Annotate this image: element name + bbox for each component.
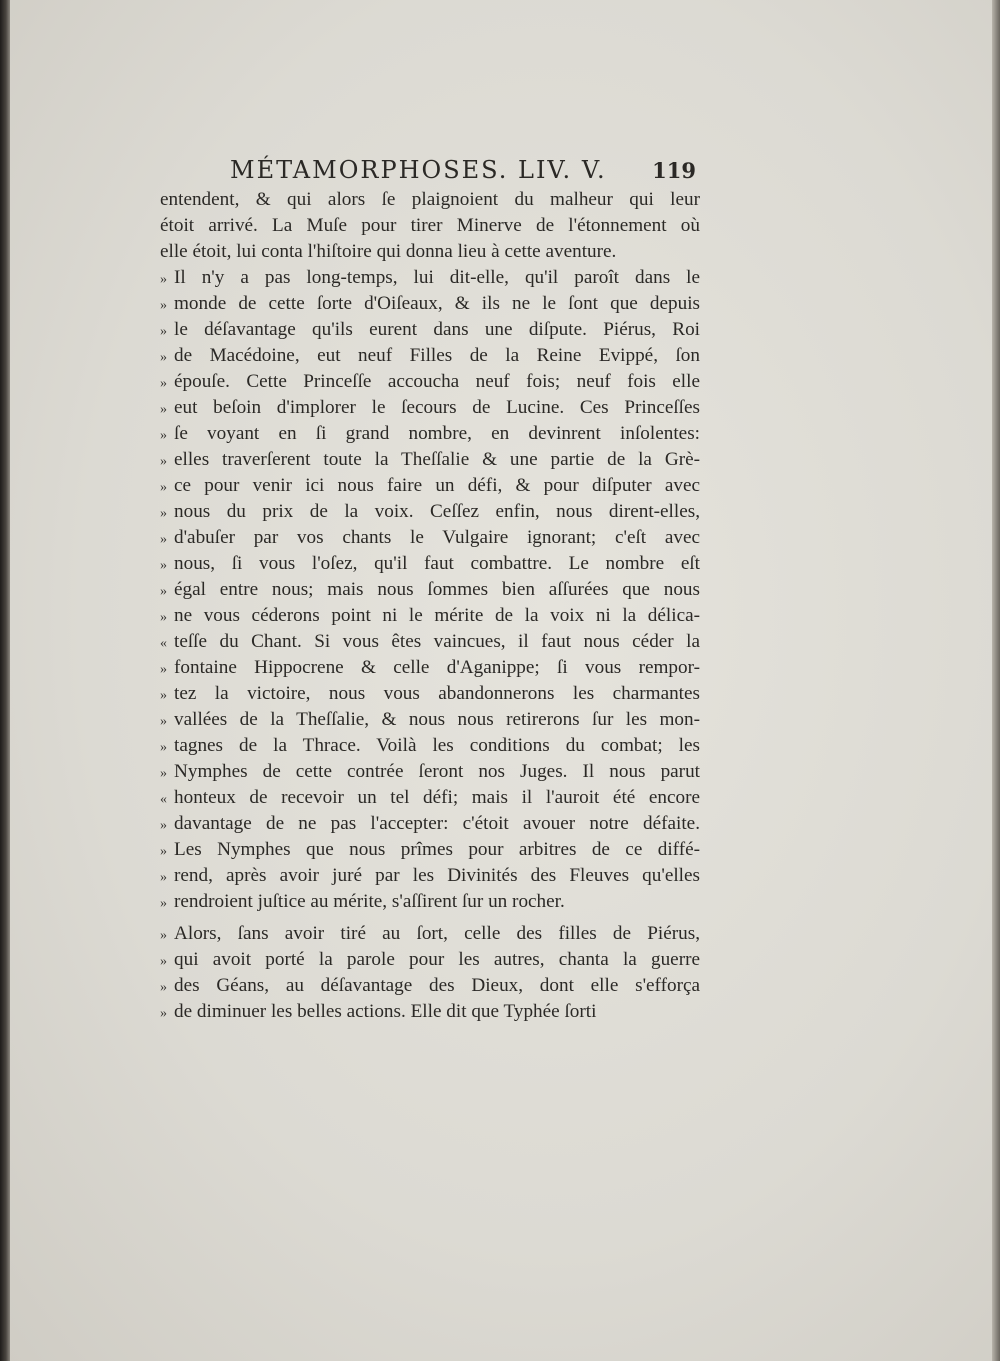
text-line <box>160 947 700 973</box>
line-text: rend, après avoir juré par les Divinités des Fleuves qu'elles <box>174 865 700 886</box>
text-line <box>160 863 700 889</box>
line-text: rendroient juſtice au mérite, s'aſſirent ſur un rocher. <box>174 891 565 912</box>
line-text: vallées de la Theſſalie, & nous nous retirerons ſur les mon- <box>174 709 700 730</box>
text-line <box>160 239 700 265</box>
quote-mark: » <box>160 662 167 677</box>
quote-mark: » <box>160 376 167 391</box>
text-line <box>160 395 700 421</box>
quote-mark: » <box>160 350 167 365</box>
line-text: de Macédoine, eut neuf Filles de la Reine Evippé, ſon <box>174 345 700 366</box>
line-text: épouſe. Cette Princeſſe accoucha neuf fois; neuf fois elle <box>174 371 700 392</box>
line-text: nous du prix de la voix. Ceſſez enfin, nous dirent-elles, <box>174 501 700 522</box>
text-line <box>160 921 700 947</box>
line-text: Il n'y a pas long-temps, lui dit-elle, qu'il paroît dans le <box>174 267 700 288</box>
text-line <box>160 213 700 239</box>
line-text: d'abuſer par vos chants le Vulgaire ignorant; c'eſt avec <box>174 527 700 548</box>
quote-mark: » <box>160 688 167 703</box>
quote-mark: » <box>160 272 167 287</box>
quote-mark: « <box>160 792 167 807</box>
text-line <box>160 369 700 395</box>
text-line <box>160 421 700 447</box>
text-line <box>160 473 700 499</box>
running-title: MÉTAMORPHOSES. LIV. V. <box>230 156 607 184</box>
text-line <box>160 785 700 811</box>
text-line <box>160 291 700 317</box>
text-line <box>160 317 700 343</box>
line-text: elle étoit, lui conta l'hiſtoire qui donna lieu à cette aventure. <box>160 241 617 262</box>
quote-mark: » <box>160 766 167 781</box>
line-text: ce pour venir ici nous faire un défi, & pour diſputer avec <box>174 475 700 496</box>
text-line <box>160 525 700 551</box>
text-line <box>160 577 700 603</box>
line-text: honteux de recevoir un tel défi; mais il l'auroit été encore <box>174 787 700 808</box>
line-text: nous, ſi vous l'oſez, qu'il faut combattre. Le nombre eſt <box>174 553 700 574</box>
line-text: de diminuer les belles actions. Elle dit que Typhée ſorti <box>174 1001 597 1022</box>
text-line <box>160 629 700 655</box>
text-line <box>160 187 700 213</box>
text-line <box>160 837 700 863</box>
line-text: teſſe du Chant. Si vous êtes vaincues, il faut nous céder la <box>174 631 700 652</box>
quote-mark: » <box>160 870 167 885</box>
line-text: étoit arrivé. La Muſe pour tirer Minerve de l'étonnement où <box>160 215 700 236</box>
text-line <box>160 733 700 759</box>
text-line <box>160 655 700 681</box>
text-line <box>160 999 700 1025</box>
line-text: des Géans, au déſavantage des Dieux, dont elle s'efforça <box>174 975 700 996</box>
quote-mark: » <box>160 428 167 443</box>
quote-mark: » <box>160 454 167 469</box>
text-line <box>160 551 700 577</box>
quote-mark: » <box>160 844 167 859</box>
quote-mark: » <box>160 928 167 943</box>
quote-mark: » <box>160 532 167 547</box>
quote-mark: » <box>160 610 167 625</box>
line-text: Nymphes de cette contrée ſeront nos Juges. Il nous parut <box>174 761 700 782</box>
page-number: 119 <box>652 158 696 183</box>
quote-mark: » <box>160 402 167 417</box>
quote-mark: » <box>160 896 167 911</box>
line-text: ne vous céderons point ni le mérite de la voix ni la délica- <box>174 605 700 626</box>
body-text <box>160 187 700 1025</box>
quote-mark: » <box>160 714 167 729</box>
text-line <box>160 447 700 473</box>
text-line <box>160 759 700 785</box>
line-text: fontaine Hippocrene & celle d'Aganippe; ſi vous rempor- <box>174 657 700 678</box>
book-spine-shadow <box>0 0 10 1361</box>
quote-mark: » <box>160 954 167 969</box>
quote-mark: » <box>160 584 167 599</box>
quote-mark: » <box>160 740 167 755</box>
line-text: qui avoit porté la parole pour les autres, chanta la guerre <box>174 949 700 970</box>
quote-mark: » <box>160 818 167 833</box>
quote-mark: » <box>160 980 167 995</box>
quote-mark: » <box>160 1006 167 1021</box>
text-line <box>160 265 700 291</box>
line-text: entendent, & qui alors ſe plaignoient du malheur qui leur <box>160 189 700 210</box>
line-text: monde de cette ſorte d'Oiſeaux, & ils ne le ſont que depuis <box>174 293 700 314</box>
text-line <box>160 811 700 837</box>
line-text: davantage de ne pas l'accepter: c'étoit avouer notre défaite. <box>174 813 700 834</box>
line-text: le déſavantage qu'ils eurent dans une diſpute. Piérus, Roi <box>174 319 700 340</box>
line-text: égal entre nous; mais nous ſommes bien aſſurées que nous <box>174 579 700 600</box>
quote-mark: » <box>160 506 167 521</box>
line-text: ſe voyant en ſi grand nombre, en devinrent inſolentes: <box>174 423 700 444</box>
text-line <box>160 681 700 707</box>
text-line <box>160 889 700 915</box>
text-line <box>160 603 700 629</box>
running-header <box>160 152 700 188</box>
quote-mark: « <box>160 636 167 651</box>
quote-mark: » <box>160 480 167 495</box>
quote-mark: » <box>160 324 167 339</box>
line-text: Les Nymphes que nous prîmes pour arbitres de ce diffé- <box>174 839 700 860</box>
text-line <box>160 343 700 369</box>
page-edge <box>992 0 1000 1361</box>
quote-mark: » <box>160 558 167 573</box>
line-text: tez la victoire, nous vous abandonnerons les charmantes <box>174 683 700 704</box>
text-line <box>160 499 700 525</box>
line-text: eut beſoin d'implorer le ſecours de Lucine. Ces Princeſſes <box>174 397 700 418</box>
line-text: tagnes de la Thrace. Voilà les conditions du combat; les <box>174 735 700 756</box>
quote-mark: » <box>160 298 167 313</box>
line-text: Alors, ſans avoir tiré au ſort, celle des filles de Piérus, <box>174 923 700 944</box>
line-text: elles traverſerent toute la Theſſalie & une partie de la Grè- <box>174 449 700 470</box>
text-line <box>160 973 700 999</box>
text-line <box>160 707 700 733</box>
